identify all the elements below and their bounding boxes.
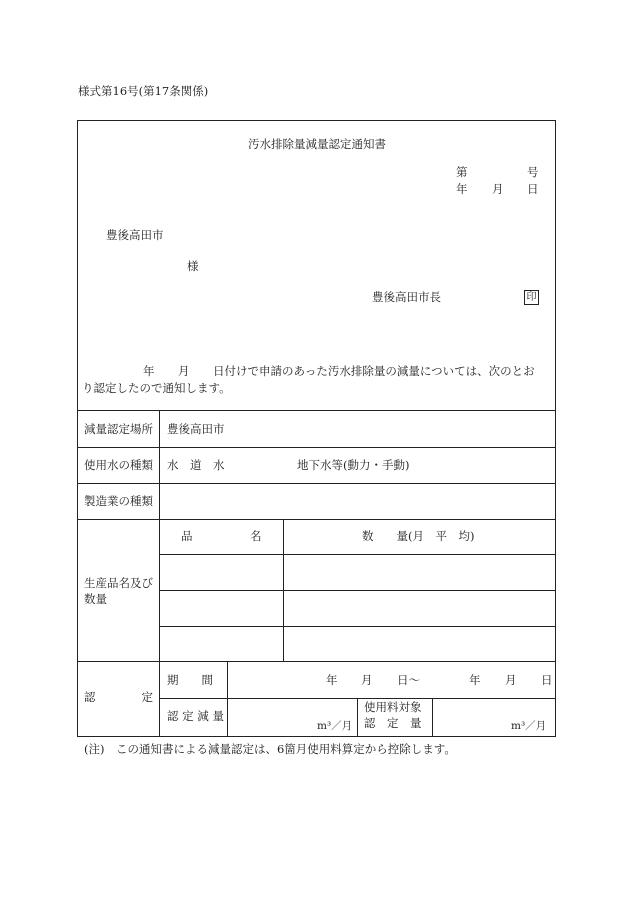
row-divider-4 <box>77 661 556 662</box>
footnote: (注) この通知書による減量認定は、6箇月使用料算定から控除します。 <box>84 742 456 756</box>
fee-label-line1: 使用料対象 <box>364 700 422 714</box>
body-text-line1: 日付けで申請のあった汚水排除量の減量については、次のとお <box>213 364 535 378</box>
fee-right-line <box>432 698 433 737</box>
products-label-line2: 数量 <box>84 592 107 606</box>
date-year: 年 <box>456 182 468 196</box>
product-row-line-3 <box>159 626 556 627</box>
product-name-header: 品 名 <box>181 529 262 543</box>
industry-label: 製造業の種類 <box>84 494 153 508</box>
seal-mark: 印 <box>524 290 539 305</box>
document-title: 汚水排除量減量認定通知書 <box>248 137 386 151</box>
table-top-line <box>77 410 556 411</box>
product-row-line-1 <box>159 554 556 555</box>
date-day: 日 <box>527 182 539 196</box>
date-month: 月 <box>492 182 504 196</box>
water-type-option-ground: 地下水等(動力・手動) <box>297 458 410 472</box>
doc-no-dai: 第 <box>456 165 468 179</box>
reduction-label: 認 定 減 量 <box>167 709 224 723</box>
body-month: 月 <box>178 364 190 378</box>
product-row-line-2 <box>159 590 556 591</box>
period-end-day: 日 <box>541 673 553 687</box>
products-label-line1: 生産品名及び <box>84 576 153 590</box>
label-column-line <box>159 410 160 737</box>
period-start-year: 年 <box>326 673 338 687</box>
body-year: 年 <box>143 364 155 378</box>
reduction-unit: m³／月 <box>317 720 353 732</box>
addressee-sama: 様 <box>187 259 199 273</box>
location-value: 豊後高田市 <box>167 422 225 436</box>
issuer: 豊後高田市長 <box>372 290 441 304</box>
body-text-line2: り認定したので通知します。 <box>82 381 231 395</box>
row-divider-3 <box>77 519 556 520</box>
location-label: 減量認定場所 <box>84 422 153 436</box>
period-end-month: 月 <box>505 673 517 687</box>
product-column-line <box>283 519 284 661</box>
form-number: 様式第16号(第17条関係) <box>78 84 209 98</box>
row-divider-2 <box>77 483 556 484</box>
water-type-label: 使用水の種類 <box>84 458 153 472</box>
product-qty-header: 数 量(月 平 均) <box>362 529 475 543</box>
fee-label-line2: 認 定 量 <box>364 716 422 730</box>
certification-label: 認 定 <box>84 690 153 704</box>
row-divider-1 <box>77 447 556 448</box>
fee-unit: m³／月 <box>511 720 547 732</box>
fee-left-line <box>357 698 358 737</box>
period-start-day: 日〜 <box>397 673 420 687</box>
water-type-option-tap: 水 道 水 <box>167 458 225 472</box>
doc-no-go: 号 <box>527 165 539 179</box>
period-start-month: 月 <box>361 673 373 687</box>
period-end-year: 年 <box>469 673 481 687</box>
period-label: 期 間 <box>167 673 213 687</box>
cert-label-column-line <box>227 661 228 737</box>
addressee-city: 豊後高田市 <box>106 228 164 242</box>
